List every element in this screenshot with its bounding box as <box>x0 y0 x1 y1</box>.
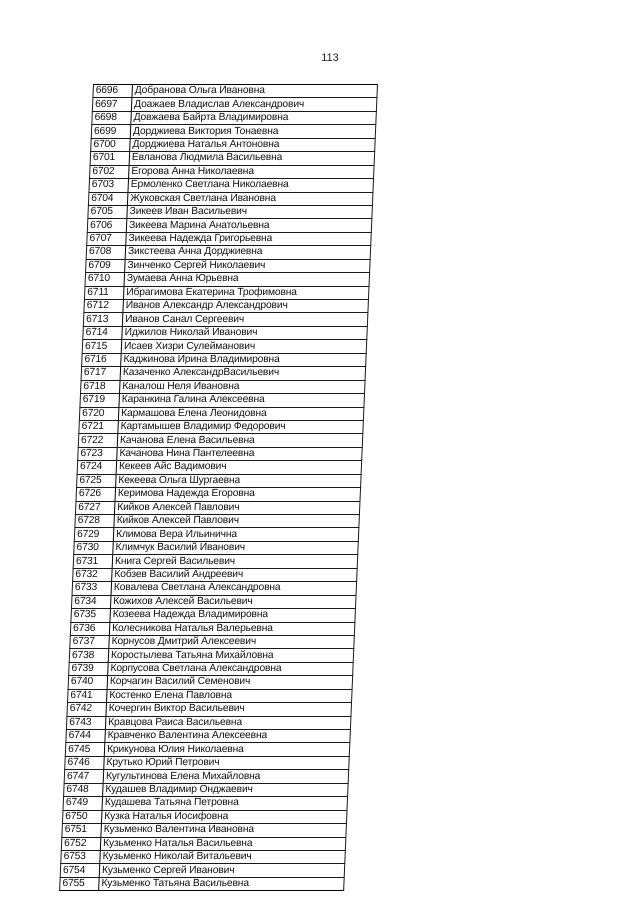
table-row <box>92 98 377 111</box>
row-number: 6742 <box>67 703 107 716</box>
table-row <box>62 824 347 837</box>
table-row <box>91 125 376 138</box>
row-number: 6725 <box>77 474 117 487</box>
table-row <box>89 179 374 192</box>
person-name: Иванов Санал Сергеевич <box>122 313 368 326</box>
table-row <box>67 703 352 716</box>
row-number: 6719 <box>80 394 120 407</box>
person-name: Каранкина Галина Алексеевна <box>119 394 365 407</box>
person-name: Кравцова Раиса Васильевна <box>105 716 351 729</box>
table-row <box>79 420 364 433</box>
row-number: 6707 <box>87 232 127 245</box>
table-row <box>61 850 346 863</box>
person-name: Крутько Юрий Петрович <box>104 756 350 769</box>
table-row <box>60 877 345 890</box>
row-number: 6703 <box>89 179 129 192</box>
person-name: Зумаева Анна Юрьевна <box>124 273 370 286</box>
person-name: Кузьменко Татьяна Васильевна <box>99 877 345 890</box>
row-number: 6738 <box>69 649 109 662</box>
row-number: 6717 <box>81 367 121 380</box>
person-name: Кузьменко Наталья Васильевна <box>100 837 346 850</box>
person-name: Казаченко АлександрВасильевич <box>120 367 366 380</box>
person-name: Евланова Людмила Васильевна <box>129 152 375 165</box>
row-number: 6720 <box>79 407 119 420</box>
row-number: 6750 <box>62 810 102 823</box>
person-name: Кожихов Алексей Васильевич <box>110 595 356 608</box>
table-row <box>87 232 372 245</box>
table-row <box>84 286 369 299</box>
table-row <box>90 152 375 165</box>
person-name: Кузьменко Валентина Ивановна <box>101 824 347 837</box>
person-name: Зикстеева Анна Дорджиевна <box>125 246 371 259</box>
person-name: Керимова Надежда Егоровна <box>115 488 361 501</box>
page-number: 113 <box>321 52 339 64</box>
person-name: Добранова Ольга Ивановна <box>132 85 378 98</box>
table-row <box>85 273 370 286</box>
person-name: Дорджиева Виктория Тонаевна <box>130 125 376 138</box>
table-row <box>68 689 353 702</box>
person-name: Исаев Хизри Сулейманович <box>121 340 367 353</box>
person-name: Зикеева Надежда Григорьевна <box>126 232 372 245</box>
row-number: 6712 <box>84 300 124 313</box>
table-row <box>74 528 359 541</box>
person-name: Зикеев Иван Васильевич <box>127 205 373 218</box>
table-row <box>79 407 364 420</box>
person-name: Качанова Нина Пантелеевна <box>117 447 363 460</box>
row-number: 6747 <box>64 770 104 783</box>
table-row <box>82 340 367 353</box>
row-number: 6741 <box>68 689 108 702</box>
person-name: Иванов Александр Александрович <box>123 300 369 313</box>
person-name: Колесникова Наталья Валерьевна <box>109 622 355 635</box>
row-number: 6735 <box>71 609 111 622</box>
table-row <box>81 367 366 380</box>
row-number: 6698 <box>92 111 132 124</box>
person-name: Книга Сергей Васильевич <box>112 555 358 568</box>
row-number: 6754 <box>60 864 100 877</box>
person-name: Зинченко Сергей Николаевич <box>125 259 371 272</box>
table-row <box>61 837 346 850</box>
person-name: Климова Вера Ильинична <box>113 528 359 541</box>
row-number: 6710 <box>85 273 125 286</box>
table-row <box>80 394 365 407</box>
row-number: 6715 <box>82 340 122 353</box>
row-number: 6697 <box>92 98 132 111</box>
person-name: Кийков Алексей Павлович <box>114 501 360 514</box>
person-name: Кудашев Владимир Онджаевич <box>103 783 349 796</box>
person-name: Ибрагимова Екатерина Трофимовна <box>123 286 369 299</box>
table-row <box>92 111 377 124</box>
table-row <box>73 568 358 581</box>
table-row <box>82 353 367 366</box>
person-name: Коростылева Татьяна Михайловна <box>108 649 354 662</box>
row-number: 6749 <box>63 797 103 810</box>
person-name: Корчагин Василий Семенович <box>107 676 353 689</box>
table-row <box>73 555 358 568</box>
row-number: 6745 <box>65 743 105 756</box>
person-name: Корпусова Светлана Александровна <box>108 662 354 675</box>
person-name: Козеева Надежда Владимировна <box>110 609 356 622</box>
person-name: Доажаев Владислав Александрович <box>131 98 377 111</box>
row-number: 6752 <box>61 837 101 850</box>
row-number: 6743 <box>66 716 106 729</box>
row-number: 6708 <box>86 246 126 259</box>
person-name: Каналош Неля Ивановна <box>120 380 366 393</box>
person-name: Кармашова Елена Леонидовна <box>118 407 364 420</box>
person-name: Ермоленко Светлана Николаевна <box>128 179 374 192</box>
names-table-container <box>62 84 401 891</box>
row-number: 6704 <box>88 192 128 205</box>
person-name: Ковалева Светлана Александровна <box>111 582 357 595</box>
table-row <box>81 380 366 393</box>
person-name: Кочергин Виктор Васильевич <box>106 703 352 716</box>
person-name: Картамышев Владимир Федорович <box>118 420 364 433</box>
table-row <box>68 676 353 689</box>
table-row <box>91 138 376 151</box>
person-name: Крикунова Юлия Николаевна <box>104 743 350 756</box>
person-name: Кузьменко Николай Витальевич <box>100 850 346 863</box>
row-number: 6726 <box>76 488 116 501</box>
row-number: 6706 <box>87 219 127 232</box>
row-number: 6732 <box>73 568 113 581</box>
row-number: 6714 <box>83 326 123 339</box>
row-number: 6724 <box>77 461 117 474</box>
table-row <box>71 609 356 622</box>
table-row <box>69 649 354 662</box>
person-name: Каджинова Ирина Владимировна <box>121 353 367 366</box>
table-row <box>77 474 362 487</box>
table-row <box>83 313 368 326</box>
row-number: 6751 <box>62 824 102 837</box>
person-name: Кийков Алексей Павлович <box>114 515 360 528</box>
table-row <box>62 810 347 823</box>
table-row <box>65 756 350 769</box>
table-row <box>70 635 355 648</box>
person-name: Кобзев Василий Андреевич <box>112 568 358 581</box>
row-number: 6736 <box>70 622 110 635</box>
table-row <box>90 165 375 178</box>
person-name: Зикеева Марина Анатольевна <box>126 219 372 232</box>
person-name: Егорова Анна Николаевна <box>129 165 375 178</box>
row-number: 6701 <box>90 152 130 165</box>
person-name: Качанова Елена Васильевна <box>117 434 363 447</box>
row-number: 6718 <box>81 380 121 393</box>
table-row <box>75 515 360 528</box>
person-name: Кудашева Татьяна Петровна <box>102 797 348 810</box>
person-name: Кекеева Ольга Шургаевна <box>116 474 362 487</box>
row-number: 6716 <box>82 353 122 366</box>
row-number: 6728 <box>75 515 115 528</box>
person-name: Кекеев Айс Вадимович <box>116 461 362 474</box>
table-row <box>84 300 369 313</box>
row-number: 6705 <box>88 205 128 218</box>
table-row <box>64 770 349 783</box>
row-number: 6753 <box>61 850 101 863</box>
table-row <box>66 716 351 729</box>
table-row <box>74 541 359 554</box>
person-name: Кузьменко Сергей Иванович <box>99 864 345 877</box>
table-row <box>78 447 363 460</box>
table-row <box>87 219 372 232</box>
table-row <box>86 259 371 272</box>
person-name: Кравченко Валентина Алексеевна <box>105 730 351 743</box>
table-row <box>66 730 351 743</box>
table-row <box>88 192 373 205</box>
row-number: 6731 <box>73 555 113 568</box>
names-table-body <box>60 85 378 891</box>
table-row <box>70 622 355 635</box>
table-row <box>86 246 371 259</box>
row-number: 6755 <box>60 877 100 890</box>
row-number: 6730 <box>74 541 114 554</box>
table-row <box>93 85 378 98</box>
row-number: 6711 <box>84 286 124 299</box>
table-row <box>76 488 361 501</box>
table-row <box>88 205 373 218</box>
person-name: Кузка Наталья Иосифовна <box>101 810 347 823</box>
table-row <box>78 434 363 447</box>
person-name: Кугультинова Елена Михайловна <box>103 770 349 783</box>
row-number: 6737 <box>70 635 110 648</box>
person-name: Костенко Елена Павловна <box>107 689 353 702</box>
person-name: Климчук Василий Иванович <box>113 541 359 554</box>
row-number: 6699 <box>91 125 131 138</box>
person-name: Дорджиева Наталья Антоновна <box>130 138 376 151</box>
row-number: 6696 <box>93 85 133 98</box>
row-number: 6713 <box>83 313 123 326</box>
row-number: 6721 <box>79 420 119 433</box>
row-number: 6734 <box>71 595 111 608</box>
row-number: 6744 <box>66 730 106 743</box>
row-number: 6733 <box>72 582 112 595</box>
person-name: Жуковская Светлана Ивановна <box>127 192 373 205</box>
row-number: 6746 <box>65 756 105 769</box>
table-row <box>60 864 345 877</box>
row-number: 6723 <box>78 447 118 460</box>
row-number: 6700 <box>91 138 131 151</box>
row-number: 6729 <box>74 528 114 541</box>
table-row <box>83 326 368 339</box>
table-row <box>63 797 348 810</box>
row-number: 6748 <box>64 783 104 796</box>
row-number: 6709 <box>86 259 126 272</box>
row-number: 6722 <box>78 434 118 447</box>
person-name: Корнусов Дмитрий Алексеевич <box>109 635 355 648</box>
person-name: Довжаева Байрта Владимировна <box>131 111 377 124</box>
table-row <box>77 461 362 474</box>
table-row <box>64 783 349 796</box>
table-row <box>69 662 354 675</box>
row-number: 6727 <box>75 501 115 514</box>
row-number: 6740 <box>68 676 108 689</box>
table-row <box>71 595 356 608</box>
row-number: 6702 <box>90 165 130 178</box>
table-row <box>75 501 360 514</box>
row-number: 6739 <box>69 662 109 675</box>
table-row <box>72 582 357 595</box>
table-row <box>65 743 350 756</box>
person-name: Иджилов Николай Иванович <box>122 326 368 339</box>
names-table <box>59 84 378 891</box>
